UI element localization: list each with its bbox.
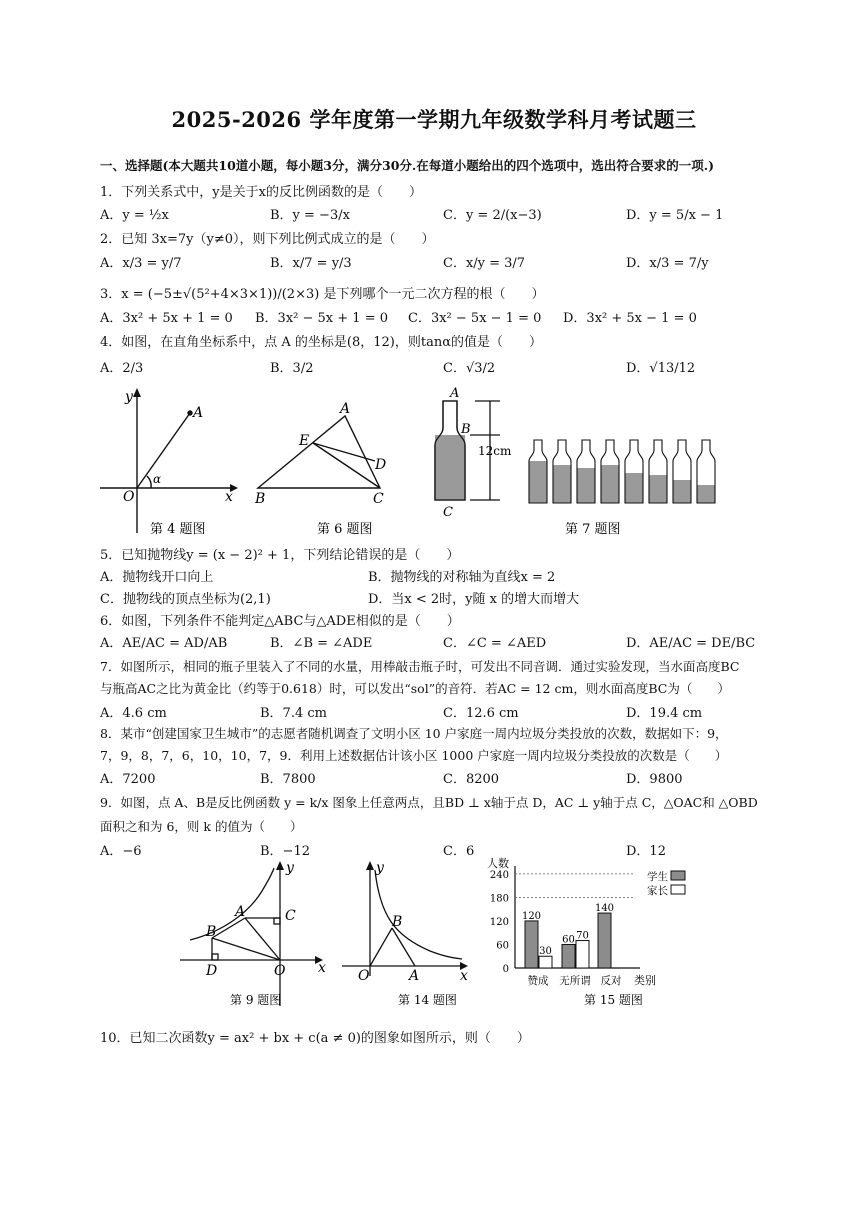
- fig14-point-b: B: [392, 914, 403, 930]
- figure-row-2: [170, 856, 700, 1014]
- fig7-point-b: B: [461, 422, 471, 437]
- chart15-category-0: 赞成: [527, 975, 549, 987]
- page-title: 2025-2026 学年度第一学期九年级数学科月考试题三: [171, 107, 697, 132]
- chart15-ytick-2: 120: [489, 916, 509, 928]
- q4-option-c: C．√3/2: [443, 361, 496, 376]
- q9-option-b: B．−12: [260, 844, 310, 859]
- fig9-point-a: A: [235, 904, 246, 920]
- q7-option-c: C．12.6 cm: [443, 706, 519, 721]
- chart15-value-label-0-2: 140: [594, 903, 615, 915]
- q1-option-d: D．y = 5/x − 1: [626, 208, 724, 223]
- fig9-x-label: x: [318, 960, 326, 976]
- chart15-legend-swatch-0: [671, 871, 685, 880]
- fig9-y-label: y: [286, 860, 294, 876]
- q6-option-b: B．∠B = ∠ADE: [270, 636, 373, 651]
- question-10-stem: 10．已知二次函数y = ax² + bx + c(a ≠ 0)的图象如图所示，则（ ）: [100, 1031, 530, 1046]
- fig7-point-c: C: [443, 505, 453, 520]
- fig14-x-label: x: [460, 968, 468, 984]
- question-1-stem: 1．下列关系式中，y是关于x的反比例函数的是（ ）: [100, 185, 422, 200]
- q7-option-b: B．7.4 cm: [260, 706, 327, 721]
- q8-option-d: D．9800: [626, 772, 683, 787]
- fig9-caption: 第 9 题图: [230, 993, 282, 1007]
- fig9-point-c: C: [285, 908, 296, 924]
- figure-14: [342, 861, 468, 976]
- figure-15-bar-chart: [487, 856, 685, 987]
- question-2-stem: 2．已知 3x=7y（y≠0），则下列比例式成立的是（ ）: [100, 232, 435, 247]
- fig7-length: 12cm: [478, 444, 512, 458]
- question-5-stem: 5．已知抛物线y = (x − 2)² + 1，下列结论错误的是（ ）: [100, 548, 460, 563]
- q8-option-b: B．7800: [260, 772, 316, 787]
- figure-row-1: [95, 383, 835, 538]
- fig4-y-label: y: [125, 389, 133, 405]
- fig9-point-d: D: [206, 963, 218, 979]
- q8-option-a: A．7200: [100, 772, 156, 787]
- chart15-legend-label-1: 家长: [647, 885, 668, 897]
- chart15-ytick-1: 60: [496, 940, 509, 952]
- chart15-bar-0-0: [525, 921, 538, 968]
- question-3-stem: 3．x = (−5±√(5²+4×3×1))/(2×3) 是下列哪个一元二次方程的根（ ）: [100, 287, 545, 302]
- fig7-point-a: A: [450, 386, 460, 401]
- chart15-category-2: 反对: [600, 975, 622, 987]
- fig9-origin: O: [274, 963, 286, 979]
- fig14-y-label: y: [376, 860, 384, 876]
- fig6-point-e: E: [299, 433, 310, 449]
- question-8-line-2: 7，9，8，7，6，10，10，7，9．利用上述数据估计该小区 1000 户家庭一周内垃圾分类投放的次数是（ ）: [100, 748, 728, 763]
- figure-9: [180, 861, 323, 1006]
- question-9-line-2: 面积之和为 6，则 k 的值为（ ）: [100, 819, 303, 834]
- q7-option-d: D．19.4 cm: [626, 706, 703, 721]
- chart15-ytick-0: 0: [502, 964, 509, 975]
- fig6-point-c: C: [373, 491, 384, 507]
- chart15-legend-swatch-1: [671, 885, 685, 894]
- section-heading: 一、选择题(本大题共10道小题，每小题3分，满分30分.在每道小题给出的四个选项中，选出符合要求的一项.): [100, 158, 715, 173]
- q5-option-c: C．抛物线的顶点坐标为(2,1): [100, 592, 271, 607]
- q1-option-a: A．y = ½x: [100, 208, 169, 223]
- fig14-origin: O: [358, 968, 370, 984]
- q6-option-d: D．AE/AC = DE/BC: [626, 636, 756, 651]
- q1-option-c: C．y = 2/(x−3): [443, 208, 542, 223]
- fig14-point-a: A: [409, 968, 420, 984]
- q1-option-b: B．y = −3/x: [270, 208, 350, 223]
- q5-option-d: D．当x < 2时，y随 x 的增大而增大: [368, 592, 580, 607]
- fig4-origin: O: [123, 489, 135, 505]
- q8-option-c: C．8200: [443, 772, 500, 787]
- q6-option-a: A．AE/AC = AD/AB: [100, 636, 228, 651]
- q6-option-c: C．∠C = ∠AED: [443, 636, 547, 651]
- chart15-value-label-1-1: 70: [576, 930, 589, 942]
- q3-option-d: D．3x² + 5x − 1 = 0: [563, 311, 697, 326]
- figure-6: [258, 416, 380, 488]
- q7-option-a: A．4.6 cm: [100, 706, 167, 721]
- q3-option-c: C．3x² − 5x − 1 = 0: [408, 311, 542, 326]
- q2-option-a: A．x/3 = y/7: [100, 256, 182, 271]
- q2-option-c: C．x/y = 3/7: [443, 256, 526, 271]
- fig4-caption: 第 4 题图: [150, 522, 206, 537]
- q4-option-d: D．√13/12: [626, 361, 696, 376]
- fig6-point-d: D: [375, 457, 387, 473]
- q4-option-a: A．2/3: [100, 361, 144, 376]
- q5-option-b: B．抛物线的对称轴为直线x = 2: [368, 570, 556, 585]
- fig6-point-a: A: [340, 401, 351, 417]
- fig6-caption: 第 6 题图: [317, 522, 373, 537]
- q5-option-a: A．抛物线开口向上: [100, 570, 214, 585]
- q9-option-c: C．6: [443, 844, 475, 859]
- fig14-caption: 第 14 题图: [398, 993, 457, 1007]
- q2-option-b: B．x/7 = y/3: [270, 256, 352, 271]
- chart15-value-label-0-0: 120: [521, 910, 542, 922]
- q3-option-a: A．3x² + 5x + 1 = 0: [100, 311, 233, 326]
- chart15-bar-0-1: [562, 944, 575, 968]
- chart15-bar-1-0: [539, 956, 552, 968]
- question-7-line-1: 7．如图所示，相同的瓶子里装入了不同的水量，用棒敲击瓶子时，可发出不同音调．通过实验发现，当水面高度BC: [100, 659, 740, 674]
- fig6-point-b: B: [255, 491, 266, 507]
- fig9-point-b: B: [206, 924, 217, 940]
- figure-7-bottle-row: [529, 440, 715, 503]
- chart15-legend-label-0: 学生: [647, 871, 668, 883]
- chart15-x-title: 类别: [634, 974, 656, 987]
- fig4-alpha: α: [153, 472, 162, 486]
- fig4-x-label: x: [225, 489, 233, 505]
- fig4-point-a: A: [193, 405, 204, 421]
- chart15-bar-1-1: [576, 941, 589, 968]
- chart15-value-label-1-0: 30: [539, 946, 552, 958]
- question-9-line-1: 9．如图，点 A、B是反比例函数 y = k/x 图象上任意两点，且BD ⊥ x轴于点 D，AC ⊥ y轴于点 C，△OAC和 △OBD: [100, 795, 758, 810]
- chart15-ytick-3: 180: [489, 893, 509, 905]
- question-8-line-1: 8．某市“创建国家卫生城市”的志愿者随机调查了文明小区 10 户家庭一周内垃圾分类投放的次数，数据如下：9，: [100, 726, 728, 741]
- chart15-ytick-4: 240: [489, 869, 509, 881]
- chart15-category-1: 无所谓: [559, 975, 591, 987]
- question-7-line-2: 与瓶高AC之比为黄金比（约等于0.618）时，可以发出“sol”的音符．若AC = 12 cm，则水面高度BC为（ ）: [100, 681, 730, 696]
- figure-4: [100, 388, 238, 533]
- question-6-stem: 6．如图，下列条件不能判定△ABC与△ADE相似的是（ ）: [100, 614, 460, 629]
- q9-option-a: A．−6: [100, 844, 142, 859]
- q4-option-b: B．3/2: [270, 361, 314, 376]
- fig7-caption: 第 7 题图: [565, 522, 621, 537]
- q3-option-b: B．3x² − 5x + 1 = 0: [255, 311, 388, 326]
- fig15-caption: 第 15 题图: [584, 993, 643, 1007]
- chart15-y-title: 人数: [487, 857, 509, 870]
- chart15-value-label-0-1: 60: [562, 934, 575, 946]
- chart15-bar-0-2: [598, 913, 611, 968]
- question-4-stem: 4．如图，在直角坐标系中，点 A 的坐标是(8，12)，则tanα的值是（ ）: [100, 335, 543, 350]
- q2-option-d: D．x/3 = 7/y: [626, 256, 709, 271]
- q9-option-d: D．12: [626, 844, 666, 859]
